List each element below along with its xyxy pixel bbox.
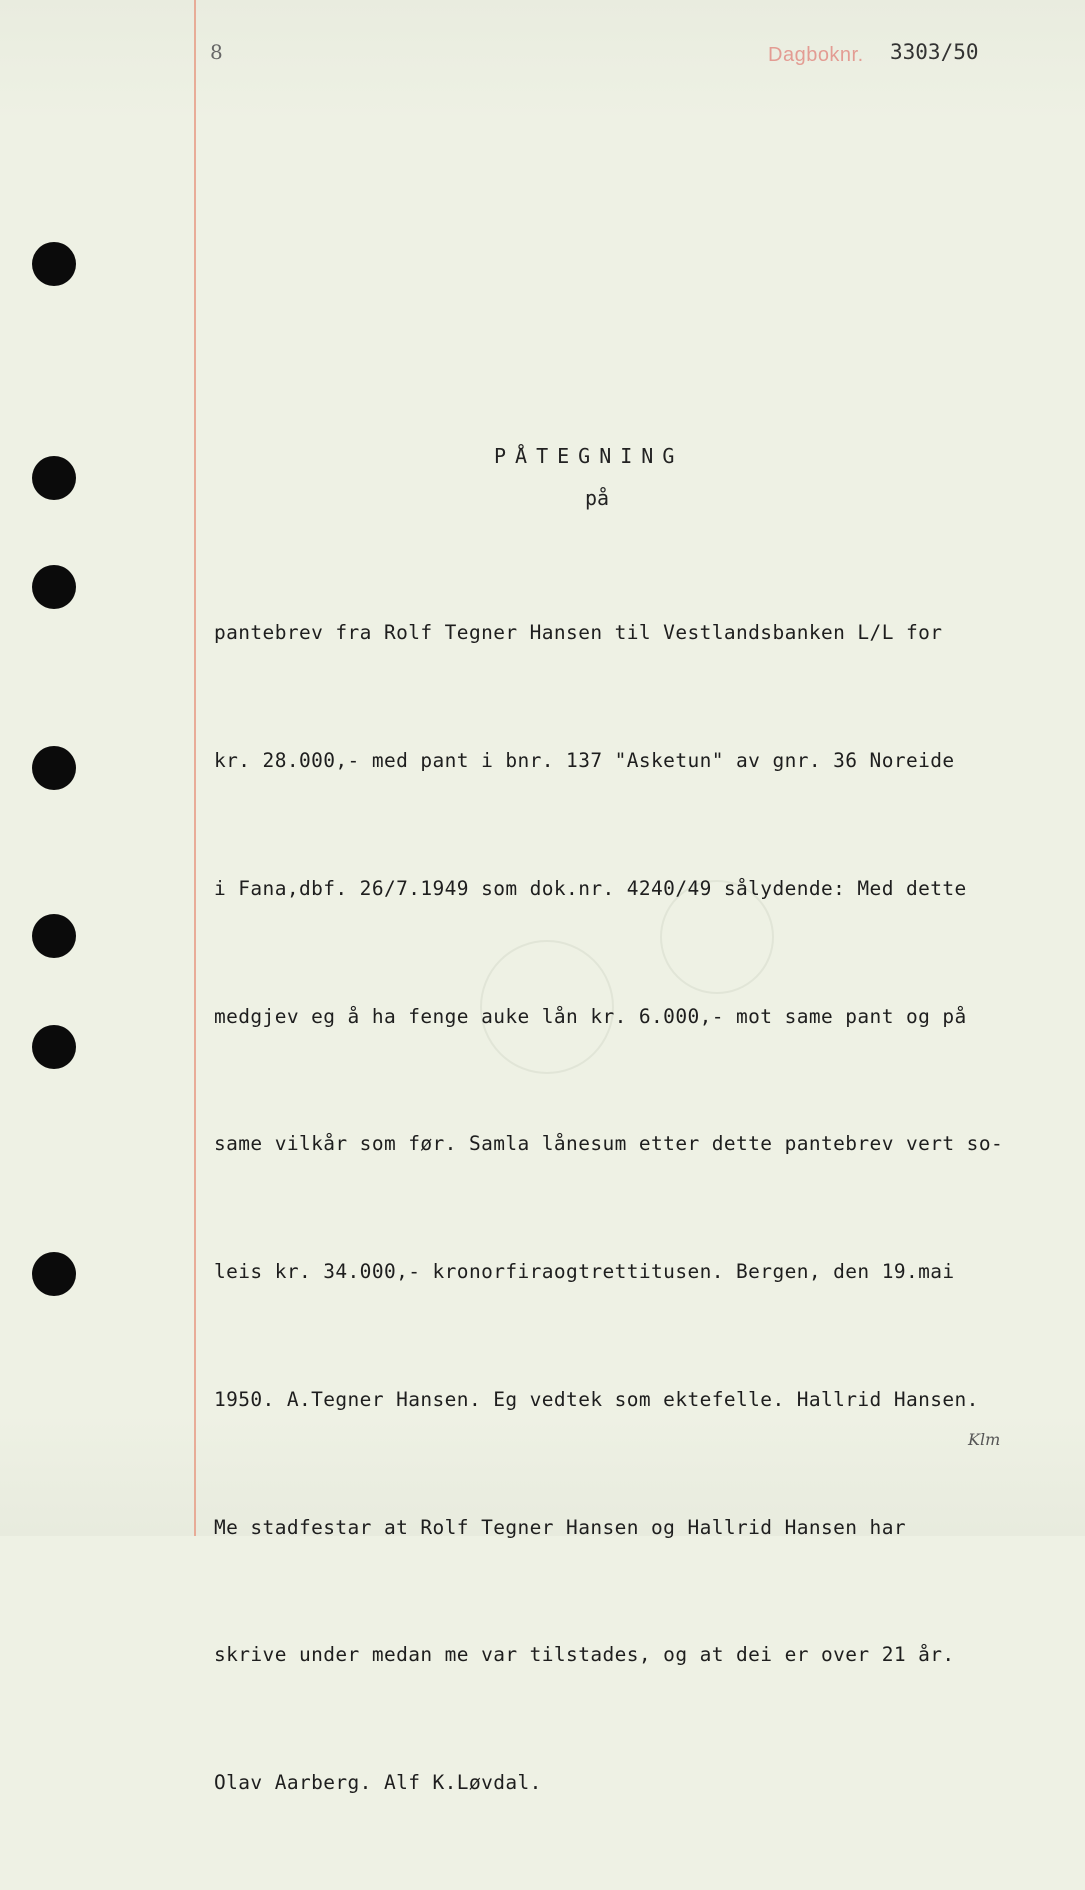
body-line: leis kr. 34.000,- kronorfiraogtrettitusen. Bergen, den 19.mai: [214, 1260, 955, 1284]
margin-line: [194, 0, 196, 1536]
document-subtitle: på: [585, 486, 610, 510]
body-line: kr. 28.000,- med pant i bnr. 137 "Asketun" av gnr. 36 Noreide: [214, 748, 955, 772]
body-line: i Fana,dbf. 26/7.1949 som dok.nr. 4240/49 sålydende: Med dette: [214, 876, 967, 900]
handwritten-initials: Klm: [968, 1430, 1001, 1449]
punch-hole: [32, 565, 76, 609]
punch-hole: [32, 914, 76, 958]
document-body: [214, 527, 1044, 1890]
body-line: Me stadfestar at Rolf Tegner Hansen og Hallrid Hansen har: [214, 1515, 906, 1539]
body-line: same vilkår som før. Samla lånesum etter dette pantebrev vert so-: [214, 1132, 1004, 1156]
body-line: 1950. A.Tegner Hansen. Eg vedtek som ektefelle. Hallrid Hansen.: [214, 1387, 979, 1411]
body-line: skrive under medan me var tilstades, og at dei er over 21 år.: [214, 1643, 955, 1667]
punch-hole: [32, 1252, 76, 1296]
dagbok-number: 3303/50: [890, 40, 979, 64]
punch-hole: [32, 746, 76, 790]
body-line: Olav Aarberg. Alf K.Løvdal.: [214, 1771, 542, 1795]
body-line: medgjev eg å ha fenge auke lån kr. 6.000,- mot same pant og på: [214, 1004, 967, 1028]
punch-hole: [32, 1025, 76, 1069]
punch-hole: [32, 242, 76, 286]
dagbok-label: Dagboknr.: [768, 44, 864, 66]
document-title: PÅTEGNING: [494, 444, 684, 468]
body-line: pantebrev fra Rolf Tegner Hansen til Vestlandsbanken L/L for: [214, 621, 943, 645]
corner-mark: 8: [210, 40, 223, 64]
